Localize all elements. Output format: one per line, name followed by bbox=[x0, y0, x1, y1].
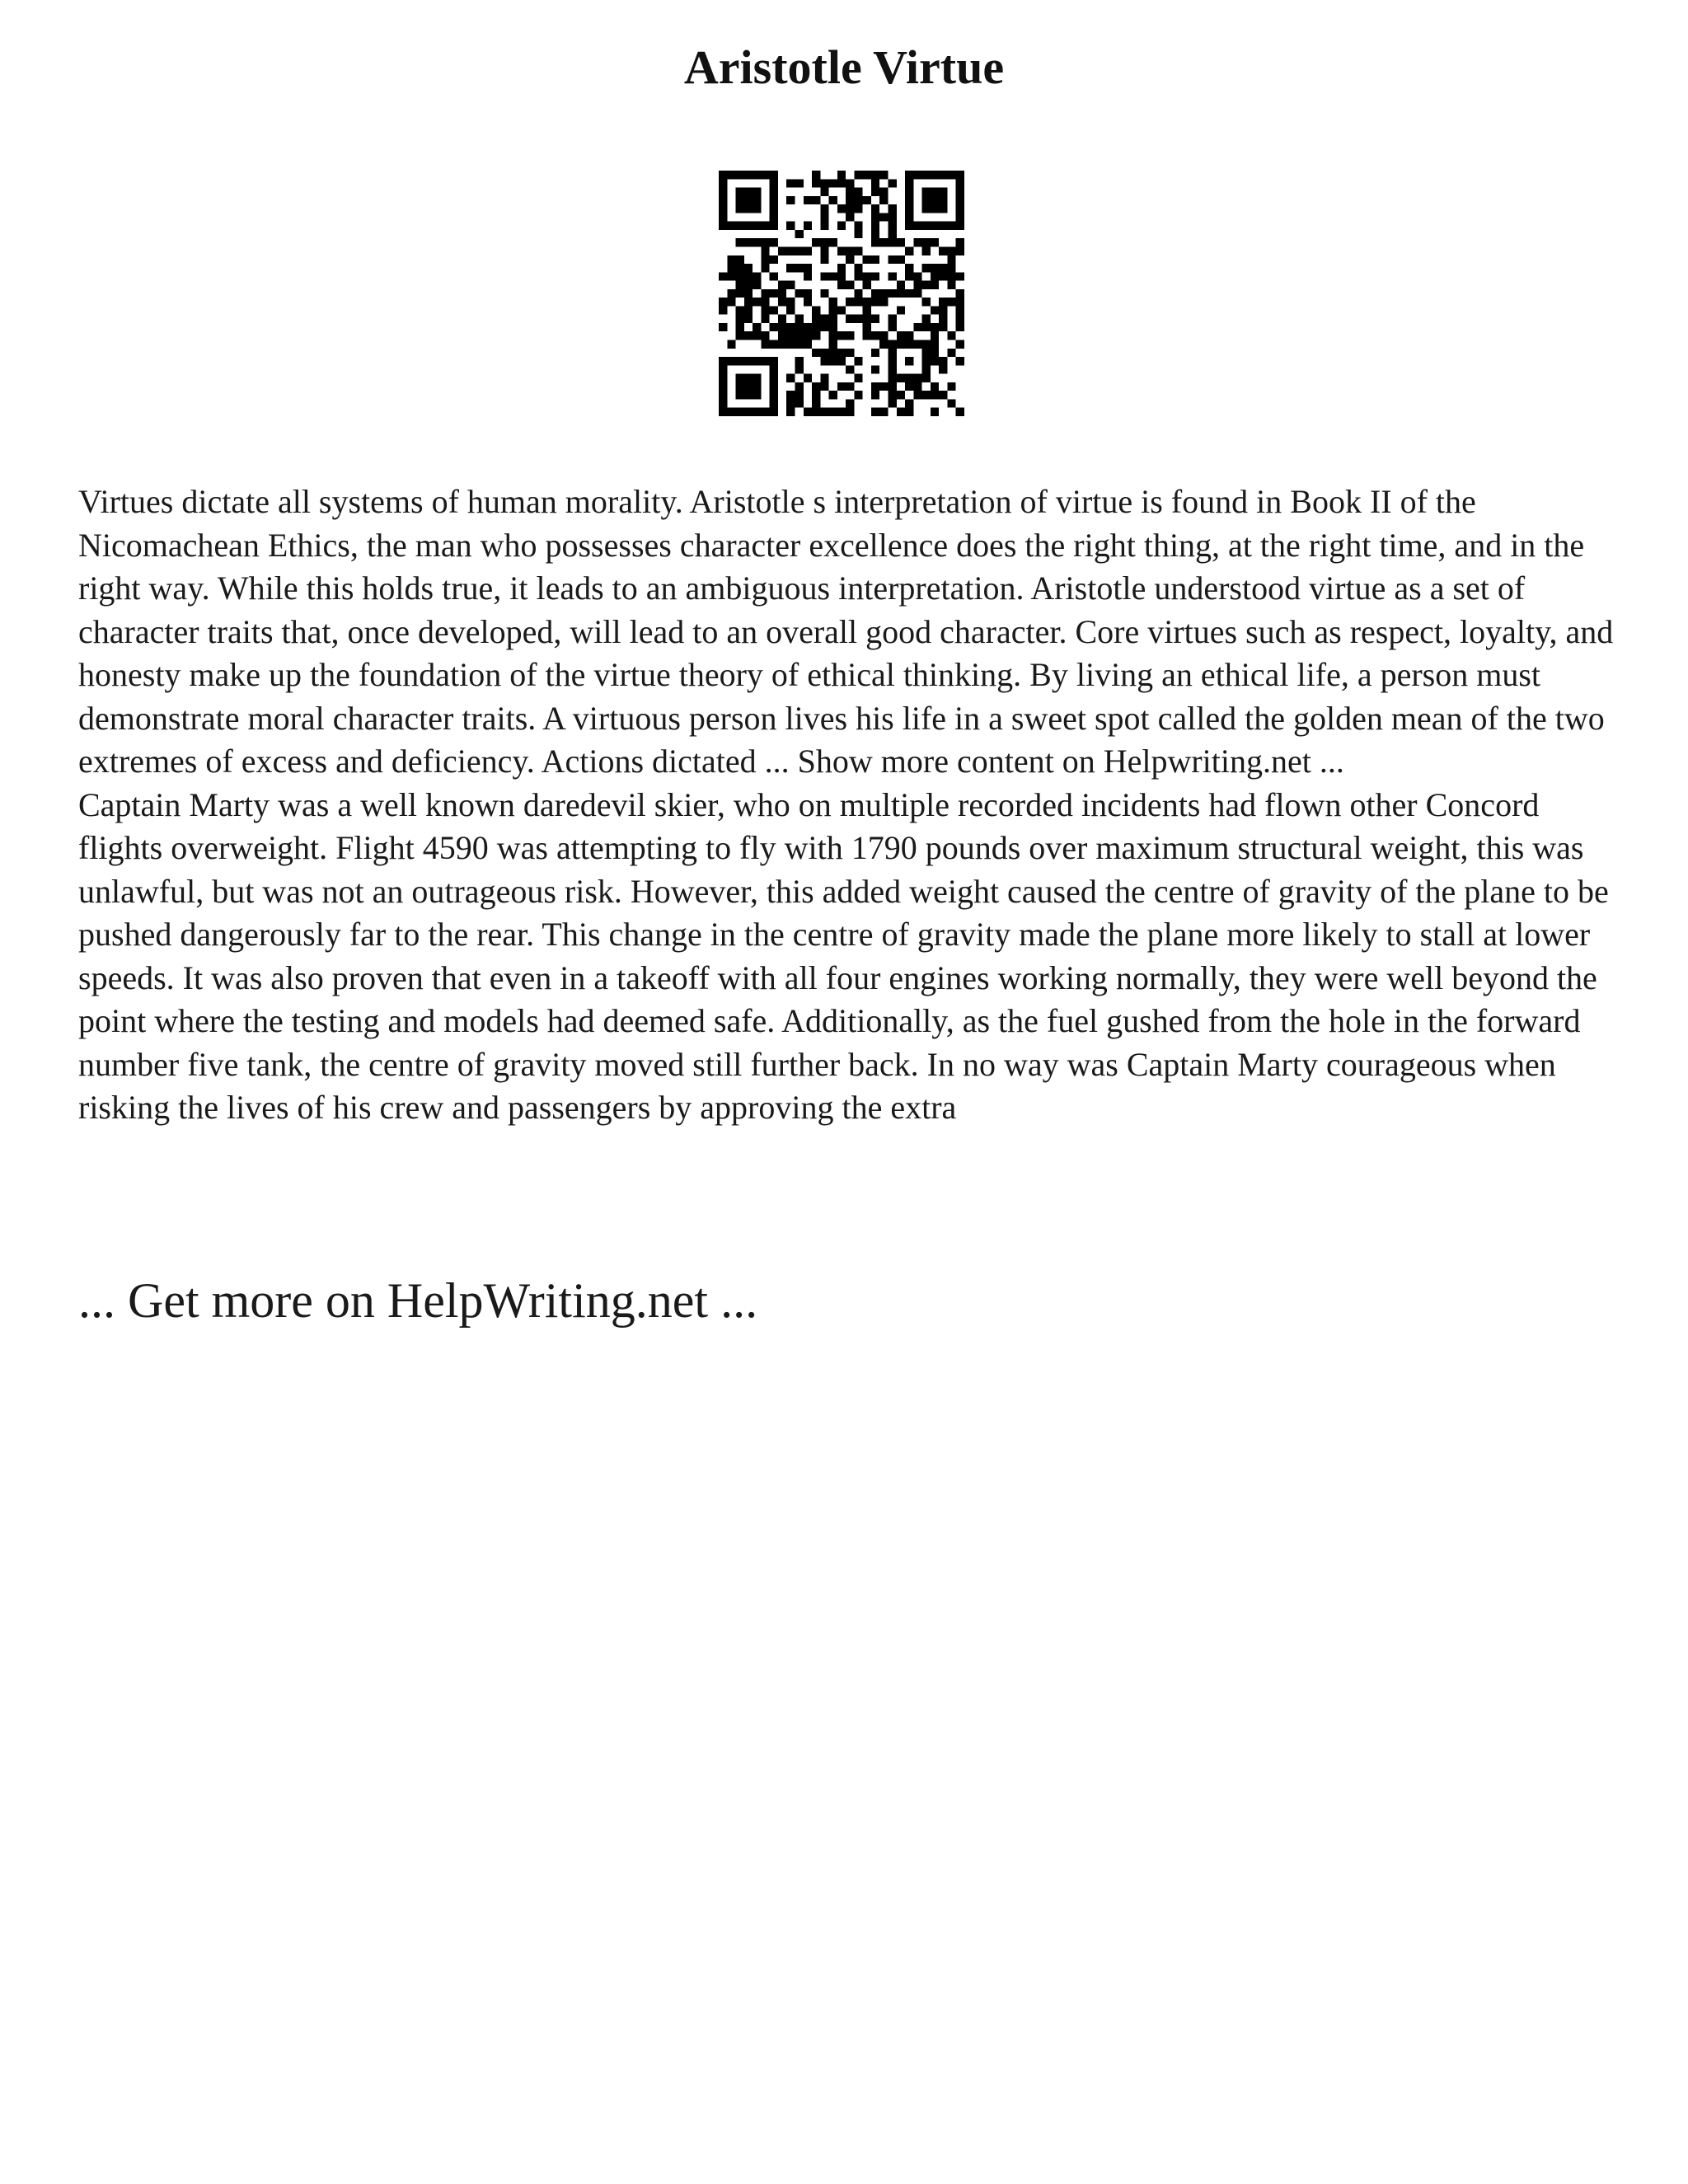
document-title: Aristotle Virtue bbox=[683, 40, 1005, 94]
paragraph-1: Virtues dictate all systems of human morality. Aristotle s interpretation of virtue is found in Book II of the Nicomachean Ethics, the man who possesses character excellence does the right thing, at the right time, and in the right way. While this holds true, it leads to an ambiguous interpretation. Aristotle understood virtue as a set of character traits that, once developed, will lead to an overall good character. Core virtues such as respect, loyalty, and honesty make up the foundation of the virtue theory of ethical thinking. By living an ethical life, a person must demonstrate moral character traits. A virtuous person lives his life in a sweet spot called the golden mean of the two extremes of excess and deficiency. Actions dictated ... Show more content on Helpwriting.net ... bbox=[78, 483, 1614, 780]
paragraph-2: Captain Marty was a well known daredevil skier, who on multiple recorded incidents had flown other Concord flights overweight. Flight 4590 was attempting to fly with 1790 pounds over maximum structural weight, this was unlawful, but was not an outrageous risk. However, this added weight caused the centre of gravity of the plane to be pushed dangerously far to the rear. This change in the centre of gravity made the plane more likely to stall at lower speeds. It was also proven that even in a takeoff with all four engines working normally, they were well beyond the point where the testing and models had deemed safe. Additionally, as the fuel gushed from the hole in the forward number five tank, the centre of gravity moved still further back. In no way was Captain Marty courageous when risking the lives of his crew and passengers by approving the extra bbox=[78, 785, 1609, 1126]
get-more-link[interactable]: ... Get more on HelpWriting.net ... bbox=[78, 1273, 758, 1328]
qr-code-icon bbox=[719, 171, 964, 416]
document-body bbox=[78, 480, 1628, 1130]
